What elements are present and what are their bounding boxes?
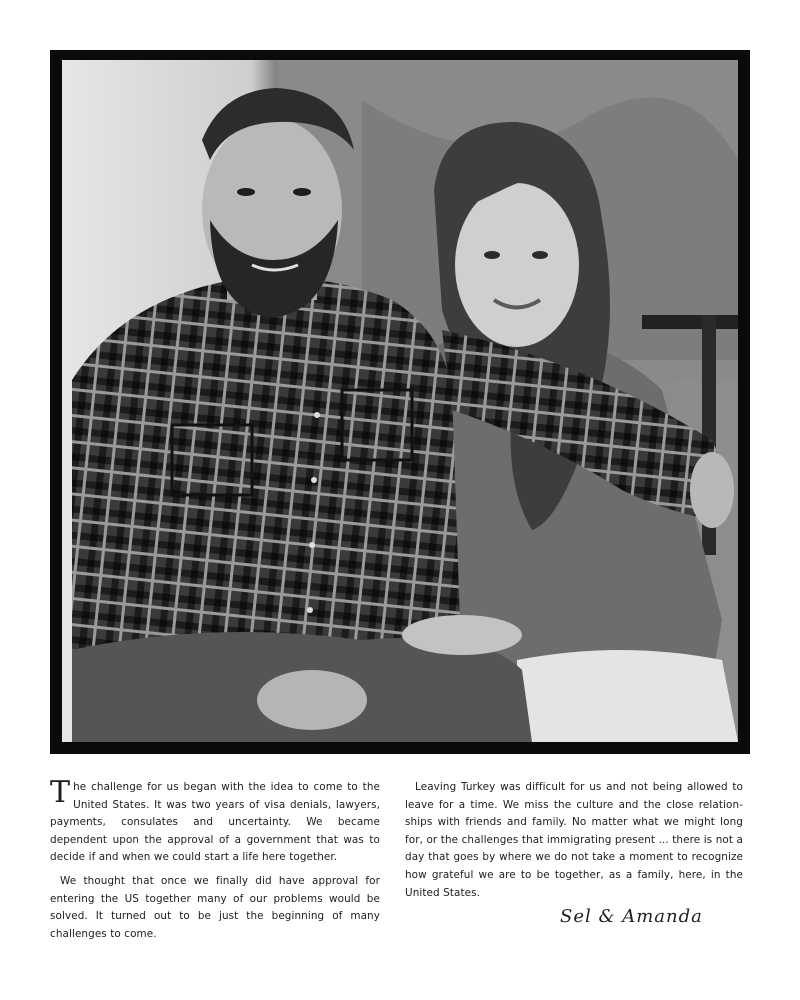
drop-cap-letter: T <box>50 775 71 810</box>
portrait-illustration <box>62 60 738 742</box>
story-paragraph-1 <box>50 775 380 867</box>
photo-frame <box>50 50 750 754</box>
story-paragraph-3: Leaving Turkey was difficult for us and not being allowed to leave for a time. We miss the culture and the close relation-ships with friends and family. No matter what we might long for, or the challenges that immigrating present ... there is not a day that goes by where we do not take a moment to recognize how grateful we are to be together, as a family, here, in the United States. <box>405 781 743 899</box>
story-paragraph-2: We thought that once we finally did have approval for entering the US together many of our problems would be solved. It turned out to be just the beginning of many challenges to come. <box>50 874 380 940</box>
signature: Sel & Amanda <box>560 906 703 927</box>
story-paragraph-1-text: he challenge for us began with the idea to come to the United States. It was two years of visa denials, lawyers, payments, consulates and uncertainty. We became dependent upon the approval of a government that was to decide if and when we could start a life here together. <box>50 781 380 864</box>
couple-portrait-photo <box>62 60 738 742</box>
story-left-column <box>50 775 380 943</box>
story-right-column <box>405 779 743 902</box>
